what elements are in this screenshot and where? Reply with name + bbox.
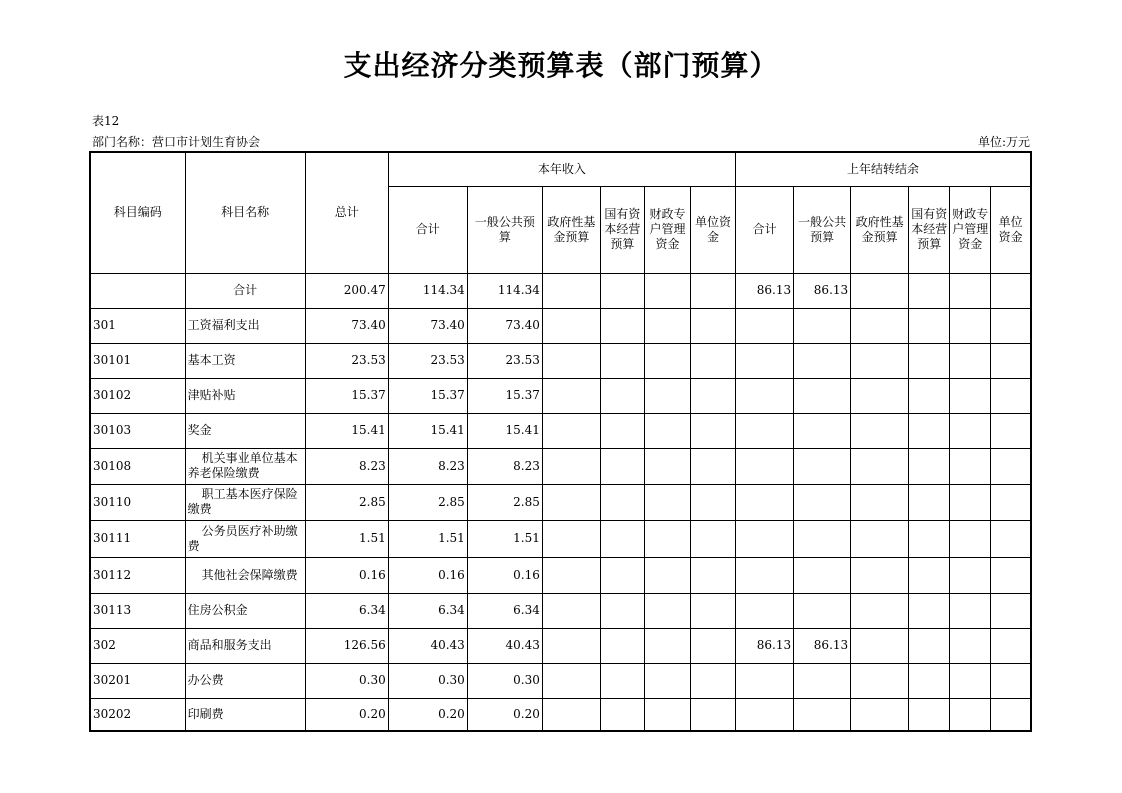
cell-total: 0.16 (305, 557, 388, 593)
cell-cy-special-account (644, 308, 690, 343)
cell-cy-general: 15.37 (467, 378, 542, 413)
cell-co-general (794, 378, 851, 413)
cell-cy-state-capital (600, 308, 644, 343)
cell-cy-unit-funds (690, 448, 735, 484)
cell-cy-total: 15.41 (388, 413, 467, 448)
unit-label: 单位:万元 (977, 135, 1030, 149)
cell-cy-unit-funds (690, 698, 735, 731)
header-cy-general: 一般公共预算 (467, 186, 542, 273)
cell-cy-total: 0.20 (388, 698, 467, 731)
cell-cy-special-account (644, 557, 690, 593)
cell-code: 30111 (90, 520, 185, 557)
cell-co-total (736, 343, 794, 378)
cell-name: 职工基本医疗保险缴费 (185, 484, 305, 520)
header-cy-fund: 政府性基金预算 (542, 186, 600, 273)
header-co-special-account: 财政专户管理资金 (950, 186, 991, 273)
cell-cy-special-account (644, 484, 690, 520)
cell-name: 其他社会保障缴费 (185, 557, 305, 593)
cell-cy-total: 6.34 (388, 593, 467, 628)
cell-co-unit-funds (991, 448, 1031, 484)
cell-co-total (736, 663, 794, 698)
cell-co-unit-funds (991, 628, 1031, 663)
cell-code: 30202 (90, 698, 185, 731)
cell-cy-state-capital (600, 628, 644, 663)
cell-cy-general: 0.20 (467, 698, 542, 731)
cell-total: 73.40 (305, 308, 388, 343)
cell-cy-state-capital (600, 343, 644, 378)
cell-cy-general: 8.23 (467, 448, 542, 484)
cell-co-unit-funds (991, 273, 1031, 308)
cell-co-state-capital (909, 484, 950, 520)
cell-co-special-account (950, 698, 991, 731)
cell-cy-unit-funds (690, 308, 735, 343)
cell-cy-total: 114.34 (388, 273, 467, 308)
cell-cy-special-account (644, 698, 690, 731)
department-name: 部门名称：营口市计划生育协会 (92, 135, 261, 149)
cell-cy-total: 1.51 (388, 520, 467, 557)
cell-co-fund (851, 343, 909, 378)
cell-cy-unit-funds (690, 628, 735, 663)
cell-cy-general: 0.30 (467, 663, 542, 698)
cell-co-fund (851, 448, 909, 484)
header-code: 科目编码 (90, 152, 185, 273)
cell-cy-general: 2.85 (467, 484, 542, 520)
cell-co-special-account (950, 343, 991, 378)
cell-code: 30112 (90, 557, 185, 593)
cell-co-fund (851, 520, 909, 557)
table-row (90, 520, 1031, 557)
cell-cy-total: 23.53 (388, 343, 467, 378)
cell-cy-unit-funds (690, 663, 735, 698)
header-cy-special-account: 财政专户管理资金 (644, 186, 690, 273)
cell-cy-fund (542, 413, 600, 448)
cell-co-special-account (950, 663, 991, 698)
cell-cy-fund (542, 663, 600, 698)
cell-co-fund (851, 484, 909, 520)
cell-name: 津贴补贴 (185, 378, 305, 413)
cell-co-special-account (950, 448, 991, 484)
cell-co-fund (851, 378, 909, 413)
header-co-state-capital: 国有资本经营预算 (909, 186, 950, 273)
table-row (90, 413, 1031, 448)
header-co-general: 一般公共预算 (794, 186, 851, 273)
cell-code: 30108 (90, 448, 185, 484)
cell-total: 126.56 (305, 628, 388, 663)
cell-cy-general: 23.53 (467, 343, 542, 378)
cell-cy-state-capital (600, 378, 644, 413)
header-total: 总计 (305, 152, 388, 273)
cell-cy-fund (542, 698, 600, 731)
cell-cy-state-capital (600, 698, 644, 731)
cell-co-unit-funds (991, 308, 1031, 343)
cell-co-fund (851, 413, 909, 448)
cell-co-fund (851, 663, 909, 698)
header-co-total: 合计 (736, 186, 794, 273)
cell-co-unit-funds (991, 413, 1031, 448)
cell-name: 商品和服务支出 (185, 628, 305, 663)
cell-co-general (794, 343, 851, 378)
cell-total: 6.34 (305, 593, 388, 628)
cell-name: 办公费 (185, 663, 305, 698)
cell-cy-unit-funds (690, 378, 735, 413)
cell-cy-fund (542, 484, 600, 520)
cell-co-total (736, 413, 794, 448)
cell-cy-fund (542, 273, 600, 308)
cell-code (90, 273, 185, 308)
cell-co-fund (851, 628, 909, 663)
cell-co-general (794, 557, 851, 593)
header-current-year: 本年收入 (388, 152, 735, 186)
cell-cy-total: 40.43 (388, 628, 467, 663)
cell-co-general (794, 593, 851, 628)
cell-total: 15.41 (305, 413, 388, 448)
table-row (90, 343, 1031, 378)
cell-name: 奖金 (185, 413, 305, 448)
cell-co-general: 86.13 (794, 273, 851, 308)
cell-cy-unit-funds (690, 557, 735, 593)
cell-co-total (736, 378, 794, 413)
cell-cy-general: 114.34 (467, 273, 542, 308)
cell-cy-total: 73.40 (388, 308, 467, 343)
cell-name: 住房公积金 (185, 593, 305, 628)
cell-name: 基本工资 (185, 343, 305, 378)
cell-co-unit-funds (991, 698, 1031, 731)
cell-cy-fund (542, 343, 600, 378)
cell-cy-special-account (644, 343, 690, 378)
table-row (90, 593, 1031, 628)
cell-cy-special-account (644, 663, 690, 698)
cell-cy-special-account (644, 448, 690, 484)
cell-cy-special-account (644, 628, 690, 663)
cell-cy-fund (542, 308, 600, 343)
cell-total: 200.47 (305, 273, 388, 308)
cell-co-fund (851, 273, 909, 308)
header-cy-state-capital: 国有资本经营预算 (600, 186, 644, 273)
cell-co-special-account (950, 413, 991, 448)
cell-co-total (736, 557, 794, 593)
cell-co-state-capital (909, 413, 950, 448)
cell-cy-general: 15.41 (467, 413, 542, 448)
cell-cy-fund (542, 520, 600, 557)
cell-co-total (736, 698, 794, 731)
cell-name: 公务员医疗补助缴费 (185, 520, 305, 557)
cell-co-state-capital (909, 378, 950, 413)
cell-co-fund (851, 698, 909, 731)
cell-cy-fund (542, 378, 600, 413)
cell-co-special-account (950, 593, 991, 628)
cell-cy-state-capital (600, 484, 644, 520)
cell-total: 0.20 (305, 698, 388, 731)
cell-co-unit-funds (991, 520, 1031, 557)
cell-cy-special-account (644, 520, 690, 557)
header-cy-unit-funds: 单位资金 (690, 186, 735, 273)
cell-co-unit-funds (991, 593, 1031, 628)
cell-total: 1.51 (305, 520, 388, 557)
cell-co-state-capital (909, 273, 950, 308)
cell-co-total (736, 448, 794, 484)
cell-co-state-capital (909, 628, 950, 663)
cell-cy-unit-funds (690, 593, 735, 628)
cell-co-total (736, 520, 794, 557)
table-row (90, 557, 1031, 593)
cell-co-state-capital (909, 520, 950, 557)
header-carryover: 上年结转结余 (736, 152, 1031, 186)
cell-name: 合计 (185, 273, 305, 308)
cell-co-special-account (950, 557, 991, 593)
cell-co-unit-funds (991, 557, 1031, 593)
cell-code: 30102 (90, 378, 185, 413)
cell-co-state-capital (909, 663, 950, 698)
cell-co-general (794, 663, 851, 698)
header-co-unit-funds: 单位资金 (991, 186, 1031, 273)
cell-total: 0.30 (305, 663, 388, 698)
cell-code: 301 (90, 308, 185, 343)
cell-co-general (794, 484, 851, 520)
cell-cy-general: 1.51 (467, 520, 542, 557)
cell-co-general (794, 698, 851, 731)
cell-co-state-capital (909, 593, 950, 628)
cell-co-special-account (950, 484, 991, 520)
cell-co-state-capital (909, 448, 950, 484)
cell-cy-fund (542, 557, 600, 593)
cell-co-total (736, 593, 794, 628)
table-row (90, 273, 1031, 308)
cell-co-unit-funds (991, 343, 1031, 378)
table-row (90, 378, 1031, 413)
cell-name: 机关事业单位基本养老保险缴费 (185, 448, 305, 484)
cell-co-special-account (950, 520, 991, 557)
table-row (90, 628, 1031, 663)
table-row (90, 484, 1031, 520)
cell-cy-general: 0.16 (467, 557, 542, 593)
cell-cy-special-account (644, 378, 690, 413)
cell-cy-general: 73.40 (467, 308, 542, 343)
budget-table (89, 151, 1032, 732)
cell-co-general (794, 520, 851, 557)
cell-cy-fund (542, 448, 600, 484)
cell-cy-state-capital (600, 448, 644, 484)
cell-cy-unit-funds (690, 343, 735, 378)
table-row (90, 448, 1031, 484)
table-number: 表12 (92, 114, 120, 128)
header-name: 科目名称 (185, 152, 305, 273)
cell-co-unit-funds (991, 663, 1031, 698)
cell-cy-fund (542, 628, 600, 663)
table-row (90, 698, 1031, 731)
cell-cy-special-account (644, 273, 690, 308)
cell-cy-general: 40.43 (467, 628, 542, 663)
cell-total: 23.53 (305, 343, 388, 378)
cell-cy-state-capital (600, 520, 644, 557)
cell-co-general (794, 448, 851, 484)
cell-code: 30113 (90, 593, 185, 628)
cell-co-unit-funds (991, 484, 1031, 520)
cell-code: 30101 (90, 343, 185, 378)
cell-cy-total: 0.16 (388, 557, 467, 593)
cell-co-state-capital (909, 308, 950, 343)
cell-co-special-account (950, 628, 991, 663)
cell-cy-total: 0.30 (388, 663, 467, 698)
cell-cy-fund (542, 593, 600, 628)
cell-co-general: 86.13 (794, 628, 851, 663)
cell-name: 印刷费 (185, 698, 305, 731)
cell-cy-unit-funds (690, 413, 735, 448)
cell-cy-general: 6.34 (467, 593, 542, 628)
cell-co-fund (851, 308, 909, 343)
table-row (90, 663, 1031, 698)
cell-cy-special-account (644, 413, 690, 448)
header-co-fund: 政府性基金预算 (851, 186, 909, 273)
cell-co-total (736, 308, 794, 343)
cell-cy-state-capital (600, 663, 644, 698)
cell-code: 30103 (90, 413, 185, 448)
cell-co-special-account (950, 273, 991, 308)
cell-co-total (736, 484, 794, 520)
cell-co-fund (851, 593, 909, 628)
cell-co-unit-funds (991, 378, 1031, 413)
header-cy-total: 合计 (388, 186, 467, 273)
cell-total: 8.23 (305, 448, 388, 484)
cell-cy-special-account (644, 593, 690, 628)
cell-co-total: 86.13 (736, 273, 794, 308)
cell-total: 2.85 (305, 484, 388, 520)
cell-total: 15.37 (305, 378, 388, 413)
cell-cy-state-capital (600, 273, 644, 308)
cell-code: 30201 (90, 663, 185, 698)
cell-name: 工资福利支出 (185, 308, 305, 343)
cell-co-fund (851, 557, 909, 593)
cell-cy-state-capital (600, 557, 644, 593)
table-row (90, 308, 1031, 343)
page-title: 支出经济分类预算表（部门预算） (343, 49, 779, 82)
cell-cy-total: 8.23 (388, 448, 467, 484)
cell-cy-total: 15.37 (388, 378, 467, 413)
cell-cy-state-capital (600, 593, 644, 628)
cell-cy-unit-funds (690, 484, 735, 520)
cell-co-general (794, 413, 851, 448)
cell-co-total: 86.13 (736, 628, 794, 663)
cell-cy-unit-funds (690, 520, 735, 557)
cell-code: 30110 (90, 484, 185, 520)
cell-cy-total: 2.85 (388, 484, 467, 520)
cell-cy-state-capital (600, 413, 644, 448)
cell-co-state-capital (909, 557, 950, 593)
cell-co-state-capital (909, 343, 950, 378)
cell-co-special-account (950, 378, 991, 413)
cell-co-state-capital (909, 698, 950, 731)
cell-co-special-account (950, 308, 991, 343)
cell-cy-unit-funds (690, 273, 735, 308)
cell-code: 302 (90, 628, 185, 663)
cell-co-general (794, 308, 851, 343)
